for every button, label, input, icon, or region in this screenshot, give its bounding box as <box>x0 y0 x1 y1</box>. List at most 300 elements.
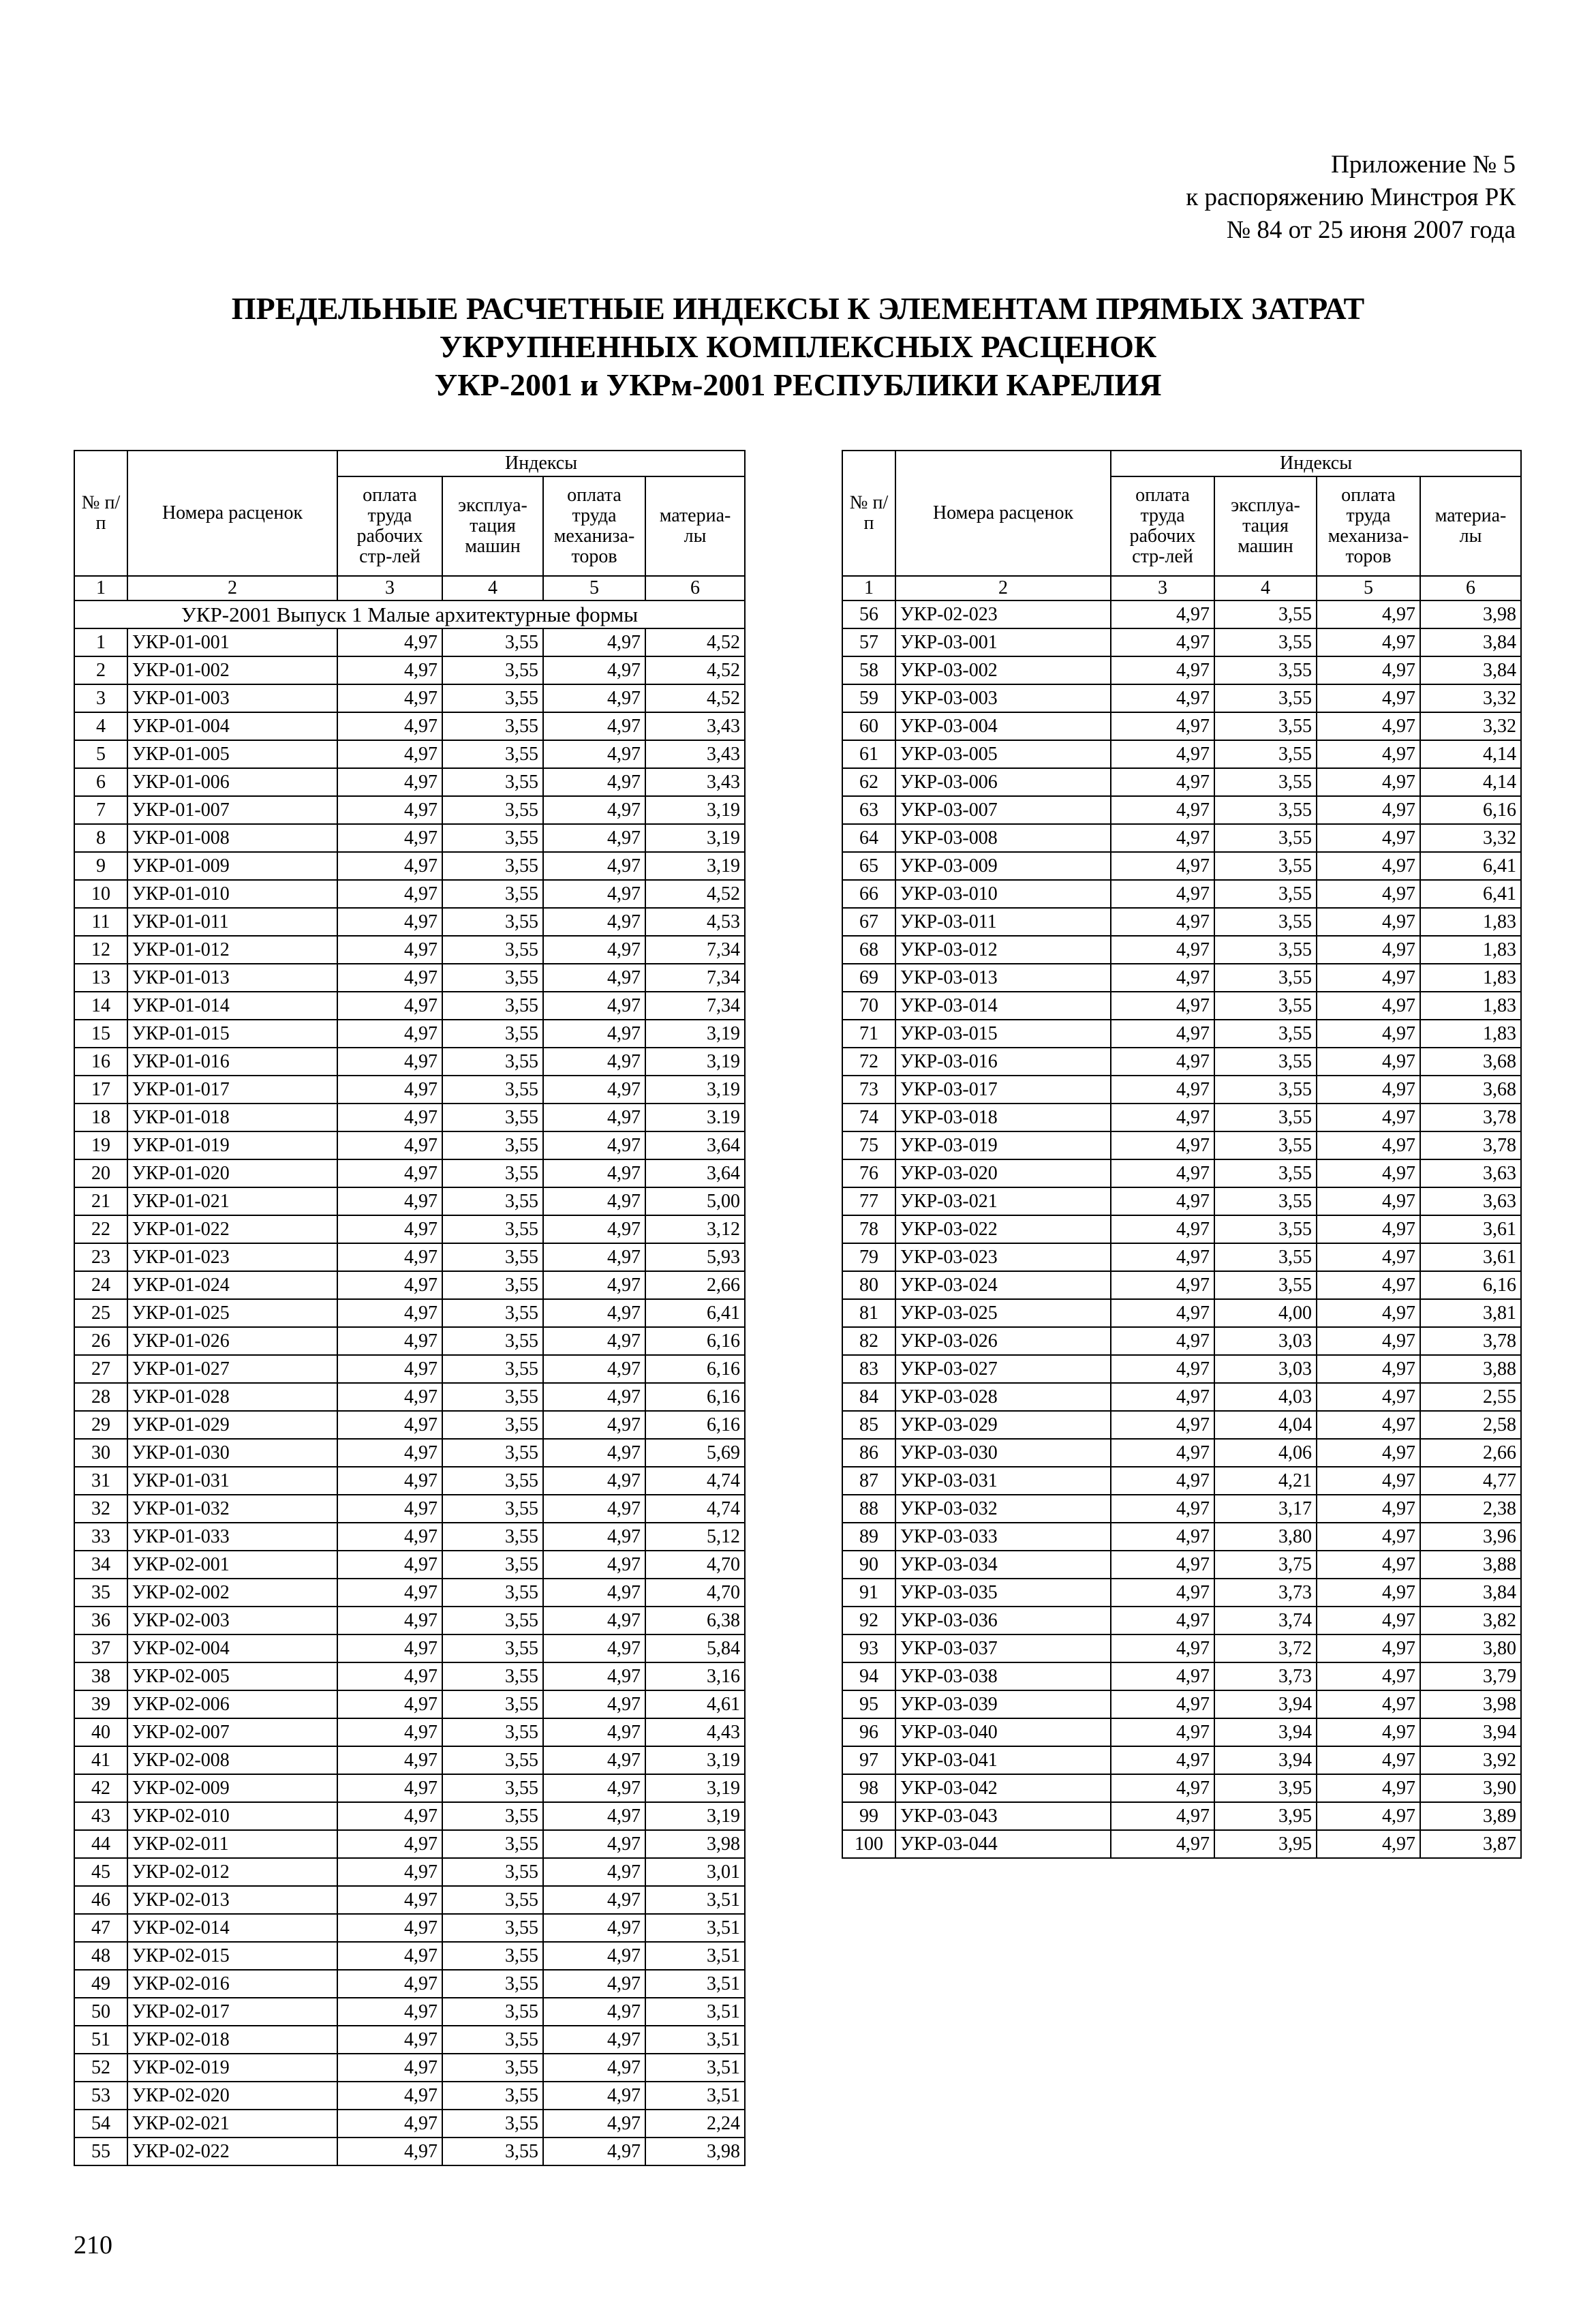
labor-index: 4,97 <box>1111 1215 1214 1243</box>
operators-index: 4,97 <box>543 1886 645 1914</box>
row-number: 93 <box>842 1634 895 1662</box>
materials-index: 4,77 <box>1420 1467 1521 1495</box>
rate-code: УКР-01-018 <box>127 1104 337 1131</box>
machines-index: 4,21 <box>1214 1467 1317 1495</box>
row-number: 98 <box>842 1774 895 1802</box>
labor-index: 4,97 <box>1111 600 1214 628</box>
rate-code: УКР-02-002 <box>127 1579 337 1607</box>
rate-code: УКР-02-004 <box>127 1634 337 1662</box>
operators-index: 4,97 <box>1317 1439 1420 1467</box>
rate-code: УКР-02-019 <box>127 2054 337 2082</box>
materials-index: 3,32 <box>1420 684 1521 712</box>
machines-index: 3,55 <box>442 2054 543 2082</box>
materials-index: 2,38 <box>1420 1495 1521 1523</box>
labor-index: 4,97 <box>337 1551 442 1579</box>
labor-index: 4,97 <box>1111 1104 1214 1131</box>
row-number: 39 <box>74 1690 127 1718</box>
materials-index: 6,16 <box>645 1411 745 1439</box>
row-number: 45 <box>74 1858 127 1886</box>
materials-index: 1,83 <box>1420 936 1521 964</box>
materials-index: 4,70 <box>645 1551 745 1579</box>
machines-index: 3,55 <box>1214 824 1317 852</box>
row-number: 24 <box>74 1271 127 1299</box>
rate-code: УКР-03-014 <box>895 992 1111 1020</box>
appendix-line-2: к распоряжению Минстроя РК <box>1186 183 1516 211</box>
materials-index: 6,16 <box>1420 1271 1521 1299</box>
table-row <box>74 1020 745 1048</box>
rate-code: УКР-03-041 <box>895 1746 1111 1774</box>
machines-index: 3,75 <box>1214 1551 1317 1579</box>
materials-index: 3,98 <box>1420 1690 1521 1718</box>
row-number: 41 <box>74 1746 127 1774</box>
labor-index: 4,97 <box>1111 628 1214 656</box>
materials-index: 3,43 <box>645 768 745 796</box>
row-number: 8 <box>74 824 127 852</box>
row-number: 83 <box>842 1355 895 1383</box>
machines-index: 3,55 <box>1214 1215 1317 1243</box>
materials-index: 4,43 <box>645 1718 745 1746</box>
labor-index: 4,97 <box>337 628 442 656</box>
materials-index: 3,32 <box>1420 824 1521 852</box>
operators-index: 4,97 <box>543 880 645 908</box>
operators-index: 4,97 <box>1317 1271 1420 1299</box>
row-number: 76 <box>842 1159 895 1187</box>
machines-index: 3,55 <box>442 768 543 796</box>
machines-index: 3,55 <box>1214 908 1317 936</box>
labor-index: 4,97 <box>337 712 442 740</box>
operators-index: 4,97 <box>1317 1718 1420 1746</box>
rate-code: УКР-02-012 <box>127 1858 337 1886</box>
header-machines: эксплуа-тация машин <box>1214 476 1317 576</box>
row-number: 100 <box>842 1830 895 1858</box>
rate-code: УКР-01-027 <box>127 1355 337 1383</box>
rate-code: УКР-01-032 <box>127 1495 337 1523</box>
row-number: 31 <box>74 1467 127 1495</box>
rate-code: УКР-01-014 <box>127 992 337 1020</box>
operators-index: 4,97 <box>1317 964 1420 992</box>
table-row <box>74 1159 745 1187</box>
materials-index: 3,87 <box>1420 1830 1521 1858</box>
machines-index: 3,72 <box>1214 1634 1317 1662</box>
row-number: 22 <box>74 1215 127 1243</box>
materials-index: 3,01 <box>645 1858 745 1886</box>
operators-index: 4,97 <box>543 1746 645 1774</box>
table-row <box>842 824 1521 852</box>
table-row <box>74 1104 745 1131</box>
header-indices: Индексы <box>1111 451 1521 476</box>
table-row <box>74 1187 745 1215</box>
operators-index: 4,97 <box>543 1299 645 1327</box>
indices-table-left <box>74 450 746 2166</box>
table-row <box>74 1942 745 1970</box>
labor-index: 4,97 <box>337 1579 442 1607</box>
labor-index: 4,97 <box>1111 1746 1214 1774</box>
operators-index: 4,97 <box>543 1355 645 1383</box>
materials-index: 3,90 <box>1420 1774 1521 1802</box>
materials-index: 3,68 <box>1420 1076 1521 1104</box>
materials-index: 3,80 <box>1420 1634 1521 1662</box>
machines-index: 3,55 <box>442 1662 543 1690</box>
row-number: 91 <box>842 1579 895 1607</box>
row-number: 36 <box>74 1607 127 1634</box>
operators-index: 4,97 <box>543 1327 645 1355</box>
table-row <box>842 1243 1521 1271</box>
machines-index: 3,55 <box>1214 712 1317 740</box>
machines-index: 3,55 <box>442 824 543 852</box>
table-row <box>842 1271 1521 1299</box>
machines-index: 3,55 <box>442 1355 543 1383</box>
row-number: 51 <box>74 2026 127 2054</box>
rate-code: УКР-03-013 <box>895 964 1111 992</box>
table-row <box>842 1690 1521 1718</box>
labor-index: 4,97 <box>1111 992 1214 1020</box>
rate-code: УКР-02-016 <box>127 1970 337 1998</box>
row-number: 74 <box>842 1104 895 1131</box>
operators-index: 4,97 <box>543 1523 645 1551</box>
table-row <box>74 1551 745 1579</box>
labor-index: 4,97 <box>337 2110 442 2138</box>
operators-index: 4,97 <box>1317 684 1420 712</box>
labor-index: 4,97 <box>1111 1495 1214 1523</box>
operators-index: 4,97 <box>1317 1802 1420 1830</box>
operators-index: 4,97 <box>1317 1131 1420 1159</box>
table-row <box>74 2110 745 2138</box>
row-number: 75 <box>842 1131 895 1159</box>
column-number: 3 <box>1111 576 1214 600</box>
table-row <box>74 824 745 852</box>
labor-index: 4,97 <box>337 1104 442 1131</box>
machines-index: 3,55 <box>442 1746 543 1774</box>
materials-index: 3,63 <box>1420 1159 1521 1187</box>
rate-code: УКР-03-024 <box>895 1271 1111 1299</box>
row-number: 72 <box>842 1048 895 1076</box>
materials-index: 4,52 <box>645 628 745 656</box>
table-row <box>74 1998 745 2026</box>
labor-index: 4,97 <box>337 880 442 908</box>
materials-index: 3,19 <box>645 1076 745 1104</box>
materials-index: 5,84 <box>645 1634 745 1662</box>
materials-index: 3,84 <box>1420 1579 1521 1607</box>
table-row <box>74 1523 745 1551</box>
table-row <box>74 1718 745 1746</box>
rate-code: УКР-02-023 <box>895 600 1111 628</box>
table-row <box>842 1355 1521 1383</box>
rate-code: УКР-01-015 <box>127 1020 337 1048</box>
table-row <box>74 1970 745 1998</box>
rate-code: УКР-02-018 <box>127 2026 337 2054</box>
appendix-line-1: Приложение № 5 <box>1331 151 1516 179</box>
row-number: 97 <box>842 1746 895 1774</box>
rate-code: УКР-01-012 <box>127 936 337 964</box>
operators-index: 4,97 <box>1317 600 1420 628</box>
rate-code: УКР-03-012 <box>895 936 1111 964</box>
materials-index: 1,83 <box>1420 1020 1521 1048</box>
rate-code: УКР-01-017 <box>127 1076 337 1104</box>
table-row <box>842 1634 1521 1662</box>
labor-index: 4,97 <box>337 740 442 768</box>
table-row <box>74 684 745 712</box>
table-row <box>74 2082 745 2110</box>
table-row <box>74 1271 745 1299</box>
table-row <box>842 1662 1521 1690</box>
machines-index: 3,55 <box>1214 880 1317 908</box>
materials-index: 3,79 <box>1420 1662 1521 1690</box>
rate-code: УКР-01-019 <box>127 1131 337 1159</box>
rate-code: УКР-03-033 <box>895 1523 1111 1551</box>
machines-index: 3,55 <box>442 1802 543 1830</box>
materials-index: 6,41 <box>645 1299 745 1327</box>
operators-index: 4,97 <box>543 1495 645 1523</box>
materials-index: 3,19 <box>645 1048 745 1076</box>
labor-index: 4,97 <box>1111 824 1214 852</box>
labor-index: 4,97 <box>337 1467 442 1495</box>
table-row <box>74 1467 745 1495</box>
table-row <box>842 1020 1521 1048</box>
rate-code: УКР-03-030 <box>895 1439 1111 1467</box>
table-row <box>74 1690 745 1718</box>
operators-index: 4,97 <box>543 1998 645 2026</box>
table-row <box>74 1411 745 1439</box>
materials-index: 3,51 <box>645 1886 745 1914</box>
row-number: 61 <box>842 740 895 768</box>
labor-index: 4,97 <box>337 1383 442 1411</box>
row-number: 88 <box>842 1495 895 1523</box>
operators-index: 4,97 <box>1317 1774 1420 1802</box>
column-number: 4 <box>442 576 543 600</box>
materials-index: 3,43 <box>645 712 745 740</box>
labor-index: 4,97 <box>1111 1467 1214 1495</box>
rate-code: УКР-03-018 <box>895 1104 1111 1131</box>
materials-index: 3,84 <box>1420 628 1521 656</box>
materials-index: 6,16 <box>645 1327 745 1355</box>
table-row <box>842 1215 1521 1243</box>
materials-index: 3,51 <box>645 1970 745 1998</box>
machines-index: 3,55 <box>442 1579 543 1607</box>
rate-code: УКР-01-016 <box>127 1048 337 1076</box>
rate-code: УКР-02-003 <box>127 1607 337 1634</box>
machines-index: 3,55 <box>442 1830 543 1858</box>
row-number: 68 <box>842 936 895 964</box>
row-number: 69 <box>842 964 895 992</box>
labor-index: 4,97 <box>337 1411 442 1439</box>
table-row <box>842 1607 1521 1634</box>
table-row <box>74 1215 745 1243</box>
table-row <box>842 1551 1521 1579</box>
rate-code: УКР-02-020 <box>127 2082 337 2110</box>
rate-code: УКР-01-033 <box>127 1523 337 1551</box>
materials-index: 2,24 <box>645 2110 745 2138</box>
rate-code: УКР-01-028 <box>127 1383 337 1411</box>
table-row <box>74 2054 745 2082</box>
materials-index: 3,43 <box>645 740 745 768</box>
table-row <box>842 796 1521 824</box>
machines-index: 3,55 <box>442 1774 543 1802</box>
row-number: 66 <box>842 880 895 908</box>
materials-index: 1,83 <box>1420 908 1521 936</box>
table-row <box>842 964 1521 992</box>
machines-index: 3,55 <box>442 628 543 656</box>
labor-index: 4,97 <box>337 1662 442 1690</box>
labor-index: 4,97 <box>337 2026 442 2054</box>
operators-index: 4,97 <box>1317 1690 1420 1718</box>
machines-index: 3,55 <box>442 2026 543 2054</box>
machines-index: 3,55 <box>442 1607 543 1634</box>
machines-index: 3,55 <box>442 1886 543 1914</box>
rate-code: УКР-01-004 <box>127 712 337 740</box>
table-row <box>74 908 745 936</box>
table-row <box>74 1746 745 1774</box>
machines-index: 3,55 <box>1214 852 1317 880</box>
table-row <box>74 1383 745 1411</box>
materials-index: 2,58 <box>1420 1411 1521 1439</box>
table-row <box>842 1439 1521 1467</box>
row-number: 7 <box>74 796 127 824</box>
rate-code: УКР-03-002 <box>895 656 1111 684</box>
machines-index: 3,55 <box>442 1523 543 1551</box>
machines-index: 3,55 <box>442 1495 543 1523</box>
rate-code: УКР-03-028 <box>895 1383 1111 1411</box>
rate-code: УКР-01-003 <box>127 684 337 712</box>
table-row <box>74 1914 745 1942</box>
rate-code: УКР-01-022 <box>127 1215 337 1243</box>
header-code: Номера расценок <box>895 451 1111 576</box>
materials-index: 2,66 <box>645 1271 745 1299</box>
materials-index: 3,19 <box>645 852 745 880</box>
materials-index: 3,64 <box>645 1159 745 1187</box>
rate-code: УКР-03-006 <box>895 768 1111 796</box>
row-number: 53 <box>74 2082 127 2110</box>
table-row <box>842 1830 1521 1858</box>
rate-code: УКР-02-009 <box>127 1774 337 1802</box>
machines-index: 3,55 <box>1214 1020 1317 1048</box>
materials-index: 3,19 <box>645 796 745 824</box>
rate-code: УКР-03-003 <box>895 684 1111 712</box>
materials-index: 3,68 <box>1420 1048 1521 1076</box>
materials-index: 3,51 <box>645 2026 745 2054</box>
table-row <box>74 1607 745 1634</box>
table-row <box>74 1076 745 1104</box>
machines-index: 3,73 <box>1214 1579 1317 1607</box>
rate-code: УКР-01-002 <box>127 656 337 684</box>
labor-index: 4,97 <box>337 684 442 712</box>
table-row <box>74 1886 745 1914</box>
labor-index: 4,97 <box>1111 1383 1214 1411</box>
rate-code: УКР-02-022 <box>127 2138 337 2165</box>
materials-index: 4,61 <box>645 1690 745 1718</box>
table-row <box>842 936 1521 964</box>
table-row <box>74 1131 745 1159</box>
left-table-body <box>74 600 745 2165</box>
column-number: 6 <box>645 576 745 600</box>
rate-code: УКР-03-009 <box>895 852 1111 880</box>
operators-index: 4,97 <box>1317 1411 1420 1439</box>
document-title <box>0 290 1596 404</box>
operators-index: 4,97 <box>1317 1662 1420 1690</box>
row-number: 16 <box>74 1048 127 1076</box>
materials-index: 6,16 <box>645 1355 745 1383</box>
row-number: 26 <box>74 1327 127 1355</box>
appendix-line-3: № 84 от 25 июня 2007 года <box>1226 216 1516 244</box>
labor-index: 4,97 <box>337 1215 442 1243</box>
row-number: 79 <box>842 1243 895 1271</box>
row-number: 54 <box>74 2110 127 2138</box>
materials-index: 6,38 <box>645 1607 745 1634</box>
row-number: 84 <box>842 1383 895 1411</box>
rate-code: УКР-03-027 <box>895 1355 1111 1383</box>
machines-index: 3,55 <box>442 992 543 1020</box>
labor-index: 4,97 <box>1111 1662 1214 1690</box>
operators-index: 4,97 <box>1317 1830 1420 1858</box>
table-row <box>842 656 1521 684</box>
rate-code: УКР-01-025 <box>127 1299 337 1327</box>
table-row <box>74 1802 745 1830</box>
row-number: 99 <box>842 1802 895 1830</box>
rate-code: УКР-02-017 <box>127 1998 337 2026</box>
row-number: 58 <box>842 656 895 684</box>
machines-index: 3,55 <box>442 2082 543 2110</box>
table-row <box>842 1467 1521 1495</box>
row-number: 78 <box>842 1215 895 1243</box>
labor-index: 4,97 <box>337 852 442 880</box>
title-line-3: УКР-2001 и УКРм-2001 РЕСПУБЛИКИ КАРЕЛИЯ <box>434 367 1162 402</box>
table-row <box>74 768 745 796</box>
rate-code: УКР-01-005 <box>127 740 337 768</box>
table-row <box>842 1327 1521 1355</box>
machines-index: 3,94 <box>1214 1718 1317 1746</box>
table-row <box>74 796 745 824</box>
labor-index: 4,97 <box>337 1970 442 1998</box>
materials-index: 3,51 <box>645 2054 745 2082</box>
right-table-body <box>842 600 1521 1858</box>
machines-index: 3,55 <box>442 1970 543 1998</box>
labor-index: 4,97 <box>337 1634 442 1662</box>
table-row <box>842 1579 1521 1607</box>
materials-index: 3,98 <box>645 1830 745 1858</box>
rate-code: УКР-03-040 <box>895 1718 1111 1746</box>
operators-index: 4,97 <box>1317 1215 1420 1243</box>
labor-index: 4,97 <box>1111 1299 1214 1327</box>
materials-index: 3,12 <box>645 1215 745 1243</box>
operators-index: 4,97 <box>1317 1383 1420 1411</box>
rate-code: УКР-02-014 <box>127 1914 337 1942</box>
materials-index: 3,16 <box>645 1662 745 1690</box>
column-number: 3 <box>337 576 442 600</box>
rate-code: УКР-03-034 <box>895 1551 1111 1579</box>
machines-index: 3,55 <box>1214 936 1317 964</box>
operators-index: 4,97 <box>543 1187 645 1215</box>
labor-index: 4,97 <box>1111 1718 1214 1746</box>
rate-code: УКР-01-026 <box>127 1327 337 1355</box>
labor-index: 4,97 <box>337 1439 442 1467</box>
labor-index: 4,97 <box>1111 656 1214 684</box>
labor-index: 4,97 <box>1111 1802 1214 1830</box>
labor-index: 4,97 <box>337 1187 442 1215</box>
rate-code: УКР-01-031 <box>127 1467 337 1495</box>
row-number: 82 <box>842 1327 895 1355</box>
labor-index: 4,97 <box>1111 1551 1214 1579</box>
operators-index: 4,97 <box>543 1551 645 1579</box>
row-number: 55 <box>74 2138 127 2165</box>
rate-code: УКР-02-008 <box>127 1746 337 1774</box>
machines-index: 3,55 <box>442 1467 543 1495</box>
rate-code: УКР-03-021 <box>895 1187 1111 1215</box>
table-row <box>842 1802 1521 1830</box>
machines-index: 3,55 <box>442 1215 543 1243</box>
labor-index: 4,97 <box>337 1774 442 1802</box>
labor-index: 4,97 <box>337 1718 442 1746</box>
row-number: 49 <box>74 1970 127 1998</box>
materials-index: 3,81 <box>1420 1299 1521 1327</box>
